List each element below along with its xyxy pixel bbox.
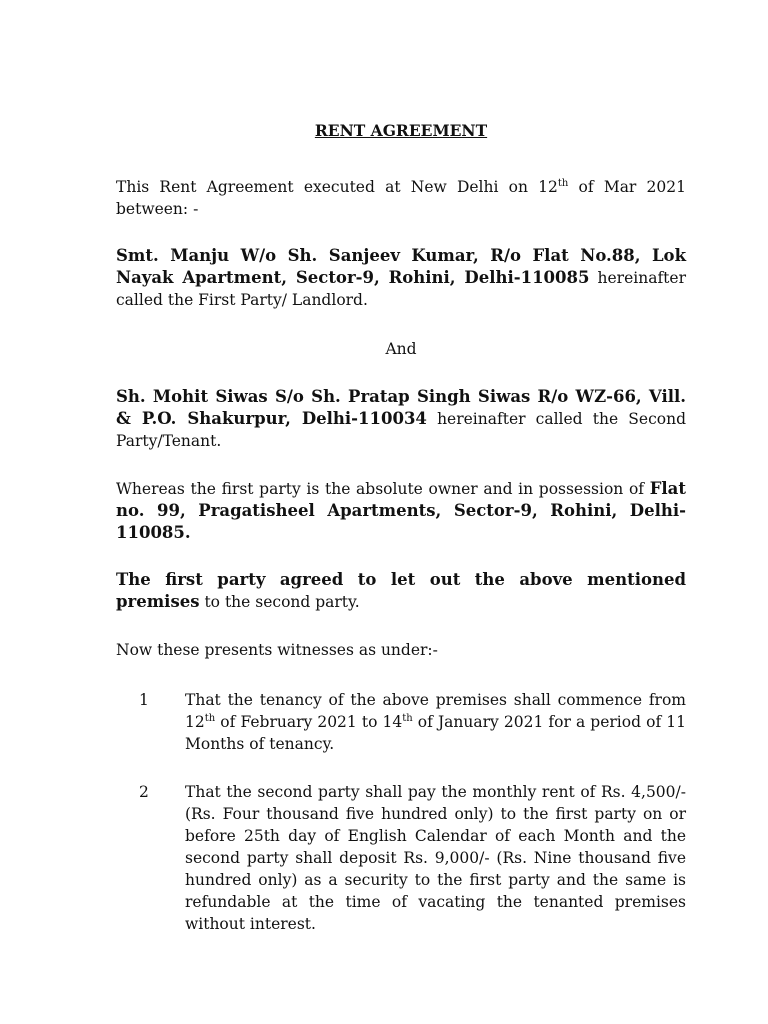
- whereas-paragraph: [116, 478, 686, 544]
- clause-text: [185, 689, 686, 755]
- clause-1-sup2: th: [402, 713, 413, 724]
- second-party-name: Sh. Mohit Siwas S/o Sh. Pratap Singh Siwas R/o WZ-66, Vill. & P.O. Shakurpur, Delhi-110034: [116, 387, 686, 428]
- clause-number: 1: [139, 691, 149, 709]
- clause-2: [116, 781, 686, 935]
- and-separator: And: [385, 340, 417, 358]
- intro-day-suffix: th: [557, 178, 569, 189]
- clause-text: That the second party shall pay the monthly rent of Rs. 4,500/- (Rs. Four thousand five hundred only) to the first party on or before 25th day of English Calendar of each Month and the second party shall deposit Rs. 9,000/- (Rs. Nine thousand five hundred only) as a security to the first party and the same is refundable at the time of vacating the tenanted premises without interest.: [185, 783, 686, 933]
- intro-text-end: of Mar 2021 between: -: [116, 178, 686, 218]
- property-address: Flat no. 99, Pragatisheel Apartments, Sector-9, Rohini, Delhi-110085.: [116, 479, 686, 542]
- clause-number: 2: [139, 783, 149, 801]
- agreed-paragraph: [116, 569, 686, 613]
- clause-1-part3: of January 2021 for a period of 11 Months of tenancy.: [185, 713, 686, 753]
- clause-1-part2: of February 2021 to 14: [215, 713, 403, 731]
- document-page: [116, 120, 686, 961]
- first-party-paragraph: [116, 245, 686, 311]
- intro-paragraph: [116, 176, 686, 220]
- document-title: RENT AGREEMENT: [314, 121, 488, 140]
- intro-text-start: This Rent Agreement executed at New Delhi on 12: [116, 178, 558, 196]
- witnesses-line: Now these presents witnesses as under:-: [116, 641, 438, 659]
- clause-1-sup1: th: [204, 713, 216, 724]
- first-party-name: Smt. Manju W/o Sh. Sanjeev Kumar, R/o Flat No.88, Lok Nayak Apartment, Sector-9, Rohini, Delhi-110085: [116, 246, 686, 287]
- second-party-role: hereinafter called the Second Party/Tenant.: [116, 410, 686, 450]
- agreed-bold-text: The first party agreed to let out the above mentioned premises: [116, 570, 686, 611]
- whereas-text: Whereas the first party is the absolute owner and in possession of: [116, 480, 650, 498]
- agreed-rest-text: to the second party.: [199, 593, 360, 611]
- second-party-paragraph: [116, 386, 686, 452]
- first-party-role: hereinafter called the First Party/ Landlord.: [116, 269, 686, 309]
- clause-1-part1: That the tenancy of the above premises shall commence from 12: [185, 691, 686, 731]
- clause-1: [116, 689, 686, 755]
